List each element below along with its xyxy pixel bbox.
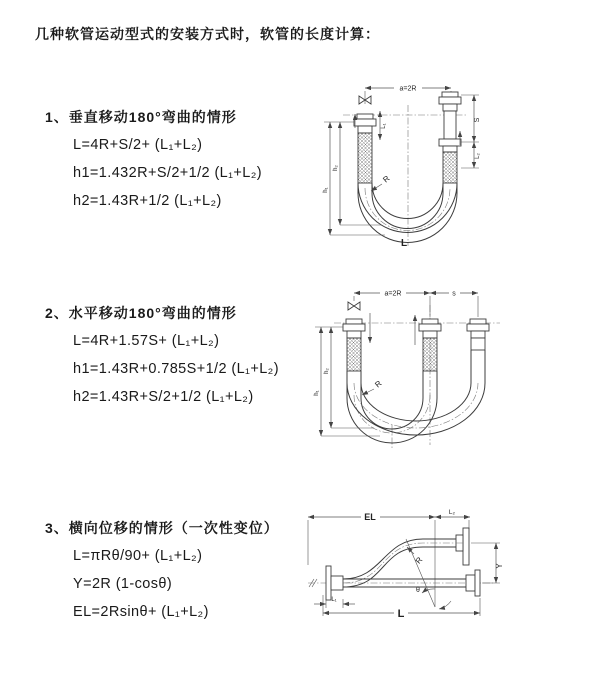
right-pipe-fitting bbox=[439, 92, 461, 183]
formula-line: EL=2Rsinθ+ (L₁+L₂) bbox=[73, 604, 209, 620]
formula-line: h2=1.43R+1/2 (L₁+L₂) bbox=[73, 193, 222, 209]
page-title: 几种软管运动型式的安装方式时，软管的长度计算： bbox=[35, 26, 380, 42]
length-label: L bbox=[400, 238, 408, 249]
angle-label: θ bbox=[416, 587, 420, 594]
section-3-heading: 3、横向位移的情形（一次性变位） bbox=[45, 520, 279, 536]
dim-label-s: s bbox=[452, 290, 456, 298]
dim-label-l1: L₁ bbox=[331, 597, 337, 603]
right-pipe-fitting bbox=[467, 319, 489, 350]
dim-label-h1: h₁ bbox=[314, 390, 320, 396]
formula-line: Y=2R (1-cosθ) bbox=[73, 576, 173, 592]
dim-label-l1: L₁ bbox=[381, 123, 387, 129]
hose-displaced bbox=[343, 539, 456, 587]
section-2-heading: 2、水平移动180°弯曲的情形 bbox=[45, 305, 237, 321]
formula-line: L=πRθ/90+ (L₁+L₂) bbox=[73, 548, 203, 564]
diagram-vertical-movement bbox=[313, 78, 583, 253]
dim-label-el: EL bbox=[364, 512, 376, 522]
left-flange bbox=[326, 566, 343, 600]
dim-label-h2: h₂ bbox=[324, 368, 330, 374]
section-1-heading: 1、垂直移动180°弯曲的情形 bbox=[45, 109, 237, 125]
radius-label: R bbox=[373, 378, 384, 390]
left-pipe-fitting bbox=[354, 114, 376, 183]
upper-flange bbox=[456, 528, 469, 565]
dim-label-h2: h₂ bbox=[333, 165, 339, 171]
dim-label-l2: L₂ bbox=[475, 153, 481, 159]
formula-line: L=4R+S/2+ (L₁+L₂) bbox=[73, 137, 203, 153]
dim-label-span: a=2R bbox=[399, 85, 417, 93]
section-1 bbox=[45, 108, 262, 210]
formula-line: L=4R+1.57S+ (L₁+L₂) bbox=[73, 333, 220, 349]
middle-pipe-fitting bbox=[419, 319, 441, 371]
hose-centerline bbox=[365, 188, 450, 231]
dim-label-s: S bbox=[474, 117, 481, 123]
formula-line: h2=1.43R+S/2+1/2 (L₁+L₂) bbox=[73, 389, 254, 405]
dim-label-l2: L₂ bbox=[448, 509, 456, 516]
valve-icon bbox=[348, 302, 360, 310]
radius-label: R bbox=[381, 173, 392, 185]
dim-label-h1: h₁ bbox=[323, 187, 329, 193]
diagram-horizontal-movement bbox=[308, 283, 588, 453]
section-3 bbox=[45, 519, 279, 621]
dim-label-span: a=2R bbox=[384, 290, 402, 298]
formula-line: h1=1.43R+0.785S+1/2 (L₁+L₂) bbox=[73, 361, 279, 377]
formula-line: h1=1.432R+S/2+1/2 (L₁+L₂) bbox=[73, 165, 263, 181]
radius-label: R bbox=[413, 555, 425, 566]
hose-position-2 bbox=[347, 350, 485, 435]
section-2 bbox=[45, 304, 279, 406]
lower-flange bbox=[466, 570, 480, 596]
left-pipe-fitting bbox=[343, 319, 365, 371]
hose-centerline bbox=[343, 543, 463, 583]
diagram-lateral-displacement bbox=[298, 503, 593, 648]
length-label: L bbox=[397, 608, 405, 620]
dim-label-y: Y bbox=[495, 563, 504, 569]
